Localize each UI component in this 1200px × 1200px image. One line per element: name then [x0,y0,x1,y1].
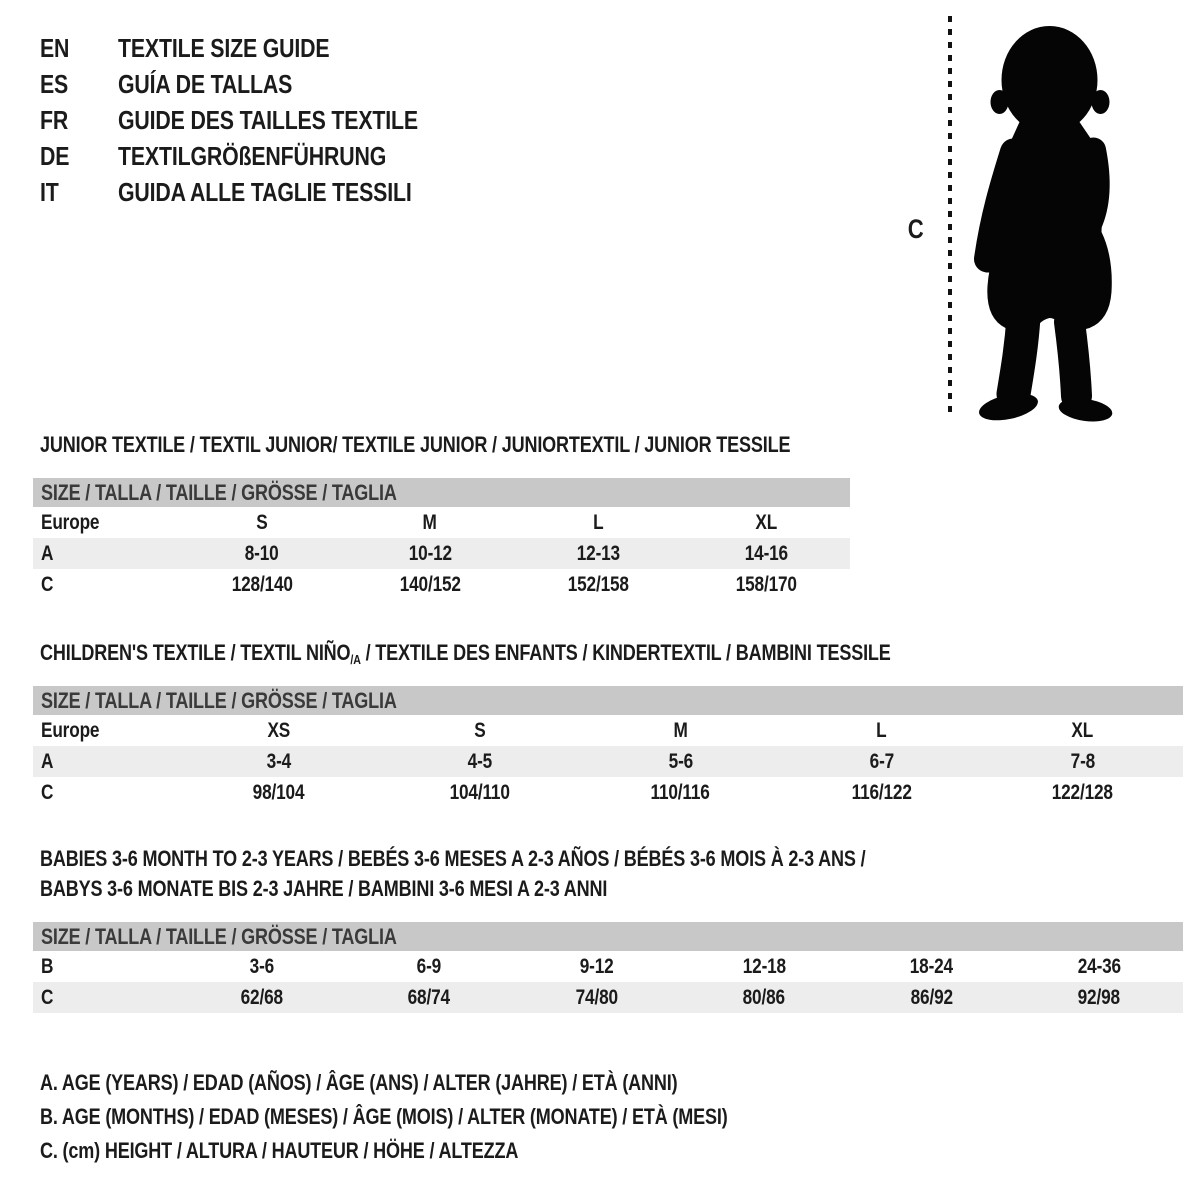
size-cell: M [673,718,688,742]
language-code: FR [40,104,69,135]
height-cell: 86/92 [910,985,953,1009]
height-measure-label: C [907,214,924,244]
age-cell: 8-10 [245,541,279,565]
months-cell: 9-12 [579,954,614,978]
months-cell: 3-6 [249,954,274,978]
size-cell: L [592,510,604,534]
table-row-age [33,538,850,569]
legend-age-years: A. AGE (YEARS) / EDAD (AÑOS) / ÂGE (ANS) / ALTER (JAHRE) / ETÀ (ANNI) [40,1070,678,1095]
height-cell: 68/74 [408,985,451,1009]
height-cell: 62/68 [240,985,283,1009]
row-label: B [41,954,54,978]
height-cell: 80/86 [743,985,786,1009]
height-cell: 128/140 [231,572,293,596]
height-cell: 98/104 [252,780,305,804]
age-cell: 4-5 [467,749,492,773]
children-title-pre: CHILDREN'S TEXTILE / TEXTIL NIÑO [40,640,351,665]
language-row-it [40,174,484,210]
measurement-legend [40,1066,878,1168]
junior-section-title: JUNIOR TEXTILE / TEXTIL JUNIOR/ TEXTILE JUNIOR / JUNIORTEXTIL / JUNIOR TESSILE [40,432,791,457]
language-code: ES [40,68,69,99]
language-code: IT [40,176,59,207]
height-cell: 158/170 [735,572,797,596]
age-cell: 7-8 [1070,749,1095,773]
height-cell: 74/80 [575,985,618,1009]
children-size-table [33,686,1183,808]
table-row-europe [33,507,850,538]
size-cell: M [422,510,438,534]
junior-size-table [33,478,850,600]
age-cell: 12-13 [576,541,620,565]
size-cell: S [256,510,268,534]
babies-section-title-line2: BABYS 3-6 MONATE BIS 2-3 JAHRE / BAMBINI 3-6 MESI A 2-3 ANNI [40,876,608,901]
size-cell: XL [755,510,777,534]
row-label: C [41,985,54,1009]
age-cell: 6-7 [869,749,894,773]
height-cell: 140/152 [399,572,461,596]
age-cell: 5-6 [668,749,693,773]
language-title-list [40,30,484,210]
row-label: A [41,541,54,565]
guide-title-it: GUIDA ALLE TAGLIE TESSILI [118,176,412,207]
height-cell: 122/128 [1051,780,1114,804]
size-header-row: SIZE / TALLA / TAILLE / GRÖSSE / TAGLIA [33,686,1183,715]
months-cell: 18-24 [910,954,954,978]
row-label: A [41,749,54,773]
height-cell: 110/116 [650,780,711,804]
language-code: DE [40,140,70,171]
table-row-months [33,951,1183,982]
children-title-post: / TEXTILE DES ENFANTS / KINDERTEXTIL / BAMBINI TESSILE [360,640,891,665]
height-cell: 152/158 [567,572,629,596]
legend-height-cm: C. (cm) HEIGHT / ALTURA / HAUTEUR / HÖHE / ALTEZZA [40,1138,519,1163]
guide-title-fr: GUIDE DES TAILLES TEXTILE [118,104,418,135]
months-cell: 6-9 [417,954,442,978]
language-row-es [40,66,484,102]
age-cell: 3-4 [266,749,291,773]
months-cell: 24-36 [1077,954,1121,978]
table-row-height [33,777,1183,808]
toddler-silhouette-icon [958,22,1140,427]
language-row-en [40,30,484,66]
guide-title-en: TEXTILE SIZE GUIDE [118,32,330,63]
size-cell: XS [267,718,290,742]
table-row-age [33,746,1183,777]
babies-size-table [33,922,1183,1013]
size-header-row: SIZE / TALLA / TAILLE / GRÖSSE / TAGLIA [33,922,1183,951]
row-label: C [41,572,54,596]
months-cell: 12-18 [742,954,786,978]
height-cell: 116/122 [851,780,912,804]
row-label: Europe [41,718,100,742]
size-cell: L [876,718,887,742]
table-row-height [33,569,850,600]
age-cell: 14-16 [744,541,788,565]
height-cell: 92/98 [1078,985,1121,1009]
table-row-europe [33,715,1183,746]
row-label: C [41,780,54,804]
row-label: Europe [41,510,100,534]
size-cell: XL [1071,718,1094,742]
language-code: EN [40,32,70,63]
height-cell: 104/110 [449,780,510,804]
legend-age-months: B. AGE (MONTHS) / EDAD (MESES) / ÂGE (MOIS) / ALTER (MONATE) / ETÀ (MESI) [40,1104,728,1129]
age-cell: 10-12 [408,541,452,565]
size-header-row: SIZE / TALLA / TAILLE / GRÖSSE / TAGLIA [33,478,850,507]
language-row-de [40,138,484,174]
children-section-title [40,640,1077,666]
height-measure-dashed-line [948,16,952,418]
guide-title-de: TEXTILGRÖßENFÜHRUNG [118,140,387,171]
children-title-sub: /A [350,652,361,667]
guide-title-es: GUÍA DE TALLAS [118,68,293,99]
babies-section-title-line1: BABIES 3-6 MONTH TO 2-3 YEARS / BEBÉS 3-6 MESES A 2-3 AÑOS / BÉBÉS 3-6 MOIS À 2-3 ANS / [40,846,866,871]
table-row-height [33,982,1183,1013]
size-cell: S [473,718,486,742]
language-row-fr [40,102,484,138]
